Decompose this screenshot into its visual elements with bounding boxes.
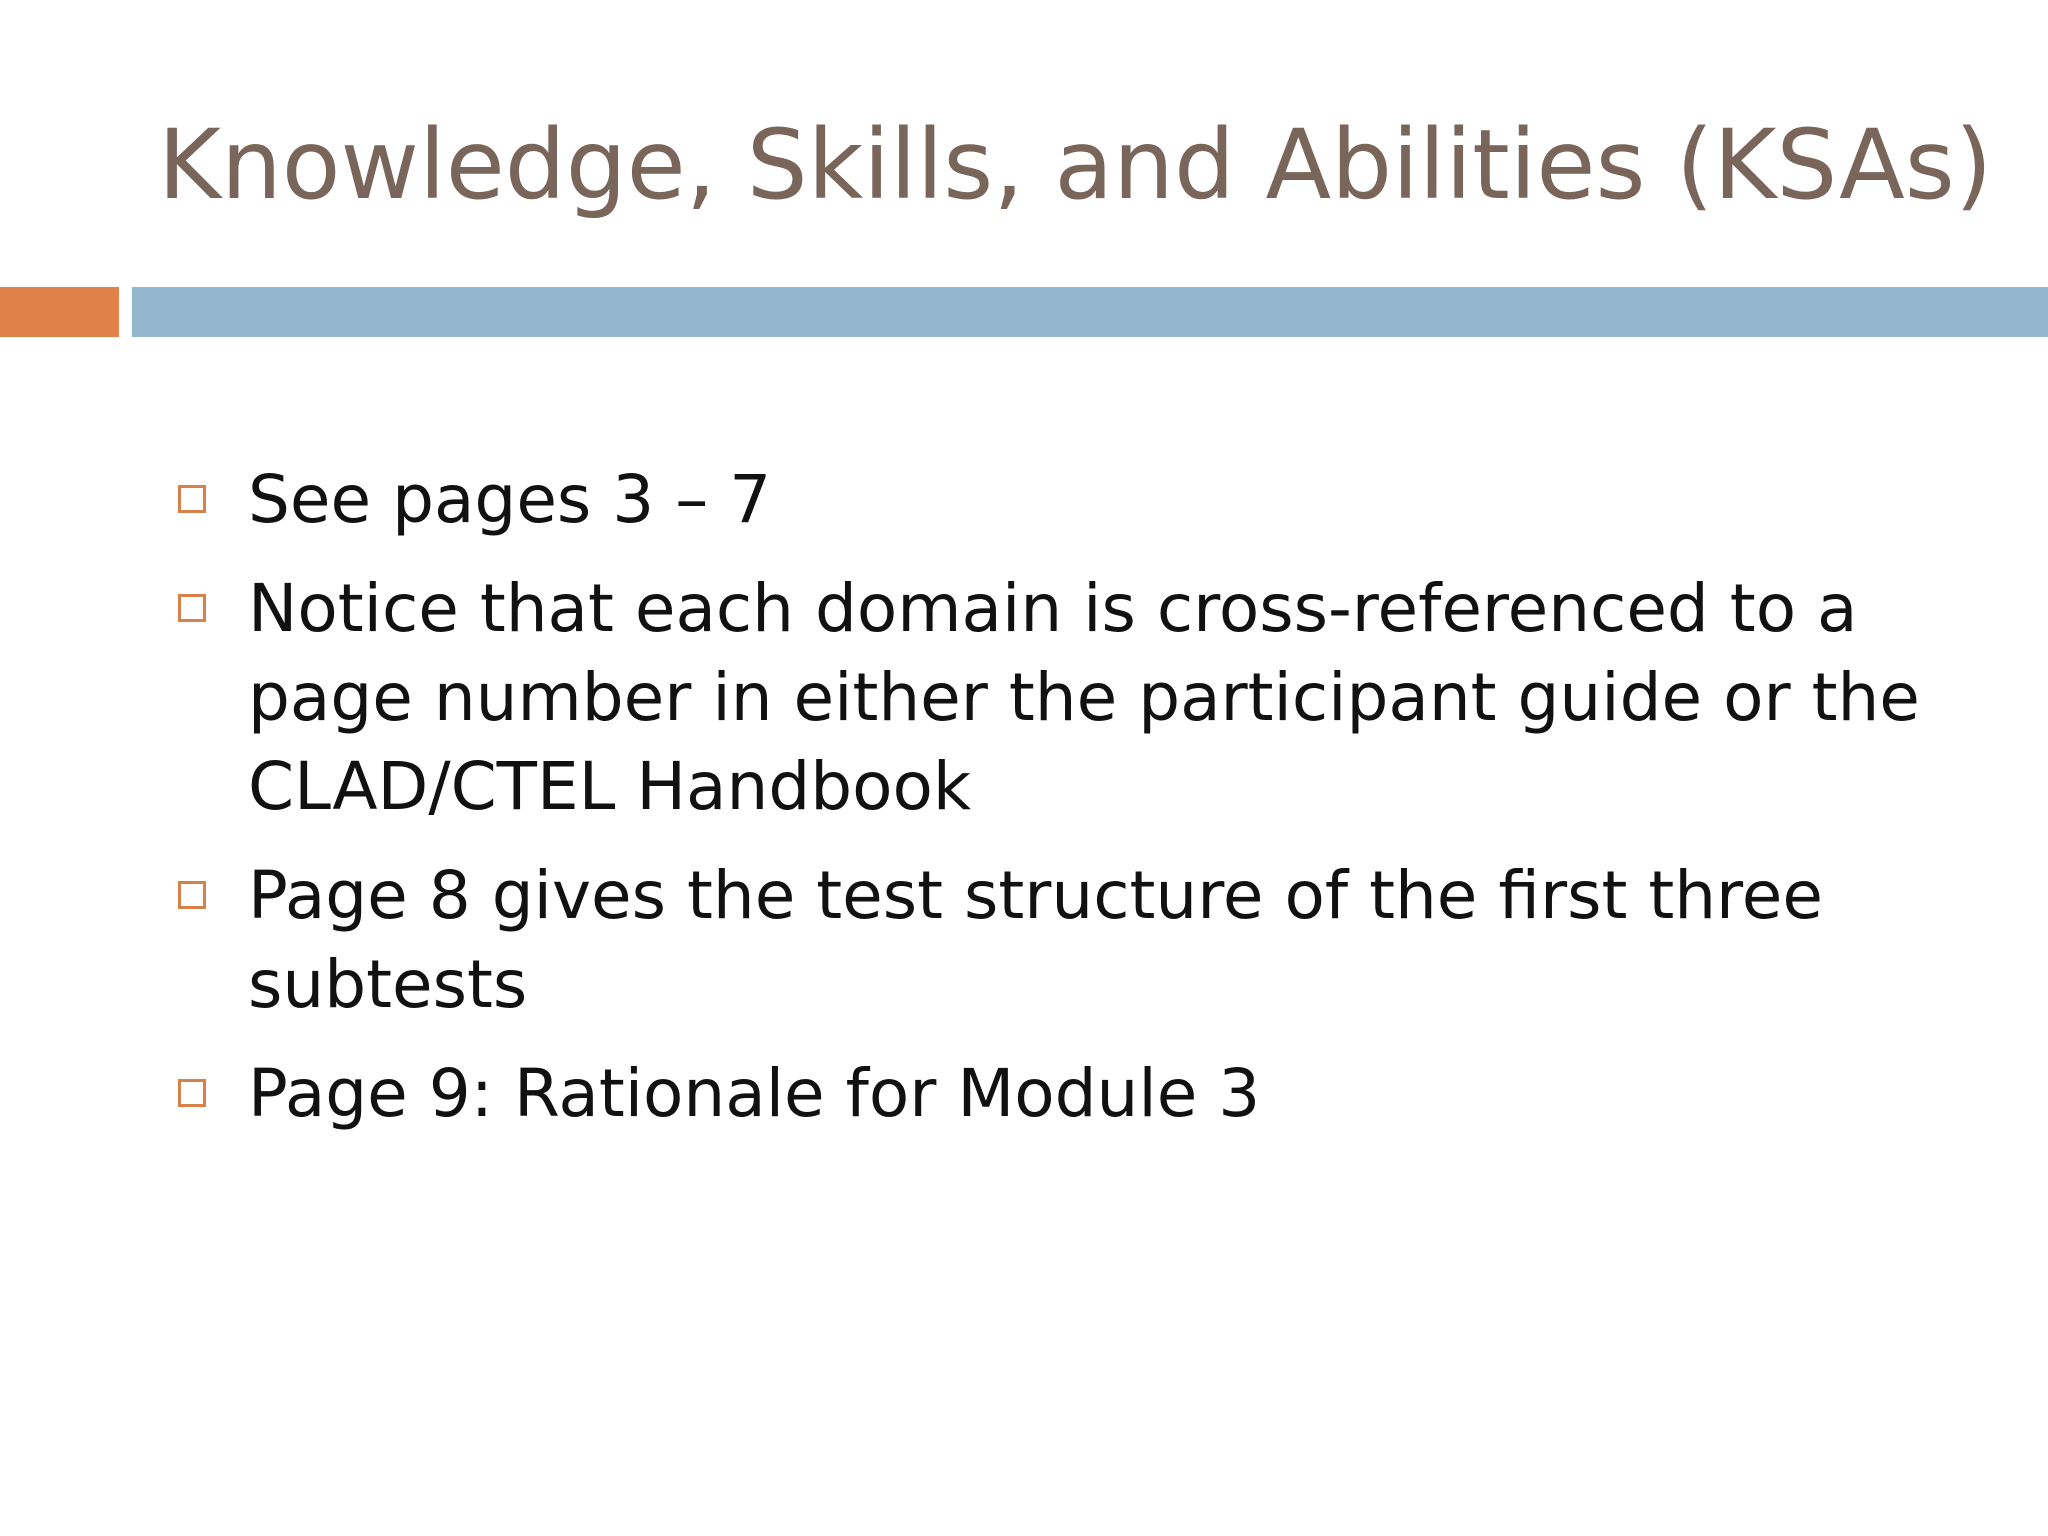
- bullet-text: [248, 1049, 1978, 1138]
- bullet-item-4: [178, 1049, 1978, 1138]
- title-accent-bar: [0, 287, 119, 337]
- bullet-line: Page 8 gives the test structure of the first three: [248, 857, 1823, 934]
- bullet-text: [248, 564, 1978, 831]
- bullet-item-2: [178, 564, 1978, 831]
- bullet-list: [178, 455, 1978, 1158]
- bullet-line: CLAD/CTEL Handbook: [248, 748, 972, 825]
- square-bullet-icon: [178, 594, 206, 622]
- square-bullet-icon: [178, 1079, 206, 1107]
- bullet-item-3: [178, 851, 1978, 1029]
- square-bullet-icon: [178, 485, 206, 513]
- bullet-line: page number in either the participant guide or the: [248, 659, 1920, 736]
- bullet-line: subtests: [248, 946, 528, 1023]
- square-bullet-icon: [178, 881, 206, 909]
- bullet-text: [248, 851, 1978, 1029]
- bullet-line: Page 9: Rationale for Module 3: [248, 1055, 1261, 1132]
- bullet-line: Notice that each domain is cross-referenced to a: [248, 570, 1858, 647]
- bullet-item-1: [178, 455, 1978, 544]
- title-divider-bar: [132, 287, 2048, 337]
- bullet-line: See pages 3 – 7: [248, 461, 772, 538]
- slide-title: Knowledge, Skills, and Abilities (KSAs): [158, 109, 1993, 221]
- bullet-text: [248, 455, 1978, 544]
